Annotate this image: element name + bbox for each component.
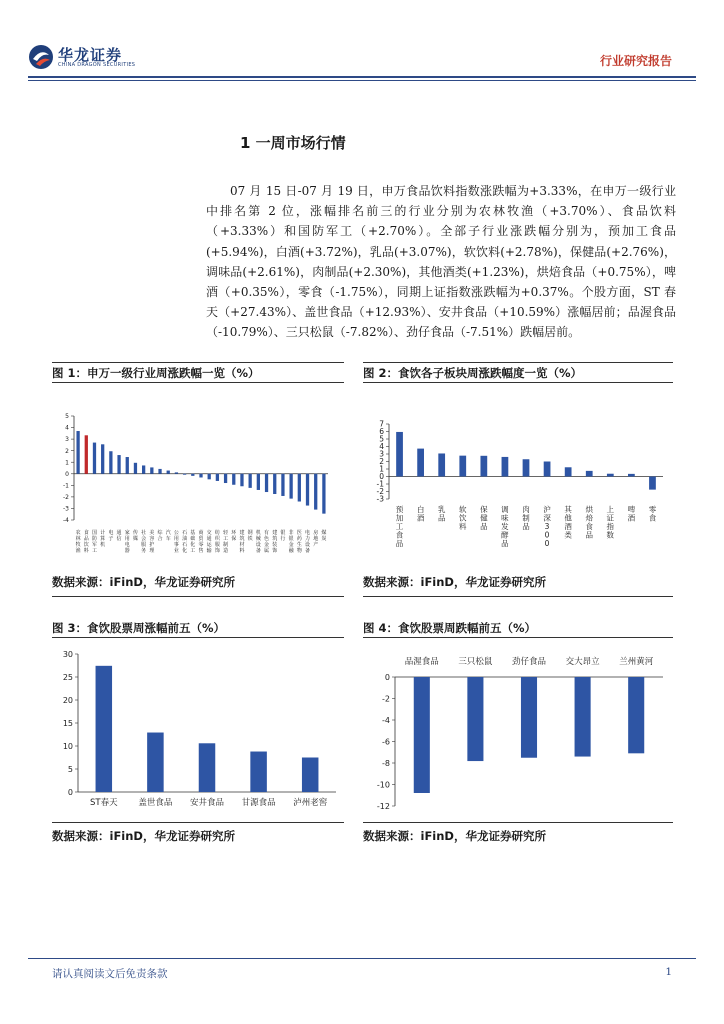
fig1-category-label: 农林牧渔 [75, 530, 81, 554]
fig1-y-tick-label: -2 [63, 493, 69, 501]
fig4-y-tick-label: -2 [382, 694, 390, 704]
fig2-bar [480, 456, 487, 477]
fig2-category-label: 调味发酵品 [501, 505, 509, 548]
fig1-bar [126, 457, 129, 474]
fig1-bar [314, 474, 317, 510]
fig1-category-label: 美容护理 [149, 530, 155, 554]
fig1-bar [76, 431, 79, 474]
fig2-y-tick-label: 2 [379, 457, 384, 467]
fig1-y-tick-label: 2 [65, 447, 69, 455]
fig1-title: 图 1：申万一级行业周涨跌幅一览（%） [52, 366, 260, 380]
fig2-bar [502, 457, 509, 477]
fig1-bar [249, 474, 252, 488]
fig1-y-tick-label: 4 [65, 424, 69, 432]
fig2-category-label: 白酒 [416, 505, 425, 523]
fig1-category-label: 电力设备 [305, 530, 311, 554]
fig4-y-tick-label: 0 [384, 672, 390, 682]
fig1-bar [199, 474, 202, 478]
fig1-source: 数据来源：iFinD，华龙证券研究所 [52, 575, 235, 589]
fig2-top-rule [363, 362, 673, 363]
report-type-label: 行业研究报告 [599, 54, 672, 68]
fig1-bar [322, 474, 325, 514]
fig1-category-label: 计算机 [100, 530, 106, 548]
fig2-y-tick-label: 0 [379, 472, 384, 482]
header-divider [28, 76, 696, 78]
fig1-bar [232, 474, 235, 485]
section-heading: 1 一周市场行情 [240, 134, 346, 152]
fig3-category-label: 泸州老窖 [293, 798, 328, 808]
page-number: 1 [665, 966, 672, 978]
fig1-bar [175, 472, 178, 473]
body-paragraph [206, 181, 676, 343]
fig2-bar [438, 453, 445, 476]
fig1-y-tick-label: 1 [65, 459, 69, 467]
fig2-bar [628, 474, 635, 477]
brand-subtitle: CHINA DRAGON SECURITIES [58, 62, 136, 68]
fig2-bar [565, 467, 572, 476]
fig1-y-tick-label: 3 [65, 436, 69, 444]
fig4-bar [414, 677, 430, 793]
fig2-category-label: 软饮料 [459, 505, 467, 531]
fig1-category-label: 房地产 [313, 530, 319, 548]
fig2-bar [396, 432, 403, 477]
fig1-bar [306, 474, 309, 506]
fig1-chart [52, 386, 344, 570]
fig1-category-label: 汽车 [165, 530, 171, 542]
fig2-y-tick-label: 5 [379, 434, 384, 444]
fig2-bar [607, 474, 614, 477]
fig1-category-label: 钢铁 [247, 530, 253, 542]
header-divider-thin [28, 80, 696, 81]
fig1-category-label: 商贸零售 [198, 530, 204, 554]
paragraph-text: 07 月 15 日-07 月 19 日，申万食品饮料指数涨跌幅为+3.33%，在申万一级行业中排名第 2 位，涨幅排名前三的行业分别为农林牧渔（+3.70%）、食品饮料（+3.33%）和国防军工（+2.70%）。全部子行业涨跌幅分别为，预加工食品(+5.94%)，白酒(+3.72%)，乳品(+3.07%)，软饮料(+2.78%)，保健品(+2.76%)，调味品(+2.61%)，肉制品(+2.30%)，其他酒类(+1.23%)，烘焙食品（+0.75%），啤酒（+0.35%），零食（-1.75%），同期上证指数涨跌幅为+0.37%。个股方面，ST 春天（+27.43%）、盖世食品（+12.93%）、安井食品（+10.59%）涨幅居前；品渥食品（-10.79%）、三只松鼠（-7.82%）、劲仔食品（-7.51%）跌幅居前。 [206, 184, 676, 340]
disclaimer-text: 请认真阅读文后免责条款 [52, 968, 168, 980]
fig2-category-label: 上证指数 [606, 505, 615, 540]
fig1-category-label: 轻工制造 [223, 530, 229, 554]
fig3-bar [302, 758, 319, 793]
fig1-bar [257, 474, 260, 490]
fig1-y-tick-label: 5 [65, 413, 69, 421]
fig1-bar [281, 474, 284, 496]
fig1-top-rule [52, 362, 344, 363]
fig1-category-label: 电子 [108, 530, 114, 542]
fig1-category-label: 煤炭 [321, 530, 327, 542]
fig1-category-label: 银行 [280, 530, 286, 542]
fig2-y-tick-label: 3 [379, 449, 384, 459]
fig4-bottom-rule [363, 822, 673, 823]
fig1-bar [93, 443, 96, 474]
fig2-source: 数据来源：iFinD，华龙证券研究所 [363, 575, 546, 589]
fig2-category-label: 沪深 3 0 0 [543, 505, 551, 548]
fig2-y-tick-label: -1 [376, 479, 384, 489]
fig1-bar [216, 474, 219, 481]
fig1-bar [289, 474, 292, 499]
fig1-category-label: 有色金属 [264, 530, 270, 554]
fig1-category-label: 纺织服饰 [214, 530, 220, 554]
fig2-category-label: 保健品 [480, 505, 488, 531]
fig2-y-tick-label: 1 [379, 464, 384, 474]
fig2-title-rule [363, 382, 673, 383]
fig4-category-label: 三只松鼠 [458, 657, 493, 667]
fig1-y-tick-label: -3 [63, 505, 69, 513]
fig2-y-tick-label: 4 [379, 442, 384, 452]
fig1-bar [150, 467, 153, 473]
fig2-category-label: 零食 [648, 505, 657, 523]
fig3-bar [96, 666, 113, 792]
fig3-chart [52, 642, 344, 820]
fig1-y-tick-label: -4 [63, 517, 69, 525]
fig4-y-tick-label: -6 [382, 737, 390, 747]
fig1-bar [142, 465, 145, 473]
fig1-category-label: 机械设备 [255, 530, 261, 554]
fig4-category-label: 品渥食品 [404, 657, 439, 667]
fig3-y-tick-label: 20 [62, 695, 73, 705]
fig4-bar [521, 677, 537, 758]
fig3-title: 图 3：食饮股票周涨幅前五（%） [52, 621, 226, 635]
fig3-category-label: 安井食品 [189, 798, 225, 808]
company-logo [28, 44, 54, 70]
fig1-category-label: 环保 [231, 530, 237, 542]
fig1-category-label: 石油石化 [182, 530, 188, 554]
fig2-chart [363, 386, 673, 570]
fig2-y-tick-label: -2 [376, 487, 384, 497]
fig4-title-rule [363, 637, 673, 638]
fig1-category-label: 交通运输 [206, 530, 212, 554]
fig1-category-label: 通信 [116, 530, 122, 542]
fig1-bar [191, 474, 194, 476]
fig1-category-label: 建筑材料 [239, 530, 245, 554]
fig1-bar [183, 474, 186, 475]
brand-name: 华龙证券 [58, 46, 123, 64]
fig1-category-label: 社会服务 [141, 530, 147, 554]
fig4-y-tick-label: -12 [376, 801, 390, 811]
fig1-category-label: 食品饮料 [83, 530, 89, 554]
fig2-bottom-rule [363, 596, 673, 597]
fig4-category-label: 劲仔食品 [511, 657, 547, 667]
fig4-chart [363, 642, 673, 820]
fig1-category-label: 传媒 [132, 530, 138, 542]
fig2-category-label: 啤酒 [627, 505, 636, 523]
fig1-bar [208, 474, 211, 480]
fig4-category-label: 交大昂立 [565, 657, 600, 667]
fig2-bar [586, 471, 593, 477]
fig2-y-tick-label: 6 [379, 427, 384, 437]
fig4-y-tick-label: -10 [376, 780, 390, 790]
fig1-bar [101, 444, 104, 473]
fig1-y-tick-label: -1 [63, 482, 69, 490]
fig3-title-rule [52, 637, 344, 638]
fig1-category-label: 公用事业 [173, 530, 179, 554]
fig1-bar [224, 474, 227, 483]
fig1-bar [158, 469, 161, 474]
fig3-category-label: 盖世食品 [138, 798, 173, 808]
fig2-category-label: 烘焙食品 [585, 505, 593, 540]
fig4-bar [467, 677, 483, 761]
fig1-bar [109, 451, 112, 474]
fig4-category-label: 兰州黄河 [619, 657, 654, 667]
fig3-y-tick-label: 25 [62, 672, 73, 682]
fig2-category-label: 肉制品 [522, 505, 530, 531]
fig1-category-label: 国防军工 [91, 530, 97, 554]
fig3-y-tick-label: 10 [62, 741, 73, 751]
fig3-category-label: ST春天 [90, 798, 118, 808]
fig2-category-label: 预加工食品 [395, 505, 404, 548]
fig1-category-label: 医药生物 [296, 530, 302, 554]
fig1-bar [134, 463, 137, 474]
fig1-bar [240, 474, 243, 486]
fig3-category-label: 甘源食品 [241, 798, 276, 808]
fig1-category-label: 建筑装饰 [272, 530, 278, 554]
fig1-bar [167, 471, 170, 474]
fig3-bar [147, 733, 164, 792]
fig2-bar [649, 477, 656, 490]
fig1-title-rule [52, 382, 344, 383]
fig4-y-tick-label: -8 [382, 758, 390, 768]
fig4-y-tick-label: -4 [382, 715, 390, 725]
fig1-category-label: 综合 [157, 530, 163, 542]
fig2-title: 图 2：食饮各子板块周涨跌幅度一览（%） [363, 366, 583, 380]
fig1-category-label: 家用电器 [124, 530, 130, 554]
fig2-bar [459, 456, 466, 477]
fig3-bar [199, 743, 216, 792]
fig1-y-tick-label: 0 [65, 470, 69, 478]
fig3-bottom-rule [52, 822, 344, 823]
fig4-bar [628, 677, 644, 753]
fig3-source: 数据来源：iFinD，华龙证券研究所 [52, 829, 235, 843]
fig1-bar [85, 435, 88, 473]
fig2-y-tick-label: 7 [379, 419, 384, 429]
fig1-bottom-rule [52, 596, 344, 597]
fig3-y-tick-label: 5 [67, 764, 73, 774]
fig1-bar [265, 474, 268, 492]
fig2-bar [544, 462, 551, 477]
fig3-y-tick-label: 0 [67, 787, 73, 797]
fig1-bar [298, 474, 301, 502]
fig2-bar [417, 449, 424, 477]
fig2-category-label: 乳品 [437, 505, 446, 523]
footer-divider [28, 958, 696, 959]
fig4-source: 数据来源：iFinD，华龙证券研究所 [363, 829, 546, 843]
fig2-y-tick-label: -3 [376, 494, 384, 504]
fig3-bar [250, 752, 267, 792]
fig2-category-label: 其他酒类 [564, 505, 572, 540]
fig1-bar [117, 455, 120, 474]
fig2-bar [523, 459, 530, 476]
fig1-category-label: 非银金融 [288, 530, 294, 554]
fig3-y-tick-label: 15 [62, 718, 73, 728]
fig4-title: 图 4：食饮股票周跌幅前五（%） [363, 621, 537, 635]
fig1-bar [273, 474, 276, 494]
fig3-y-tick-label: 30 [62, 649, 73, 659]
fig4-bar [575, 677, 591, 757]
fig1-category-label: 基础化工 [190, 530, 196, 554]
